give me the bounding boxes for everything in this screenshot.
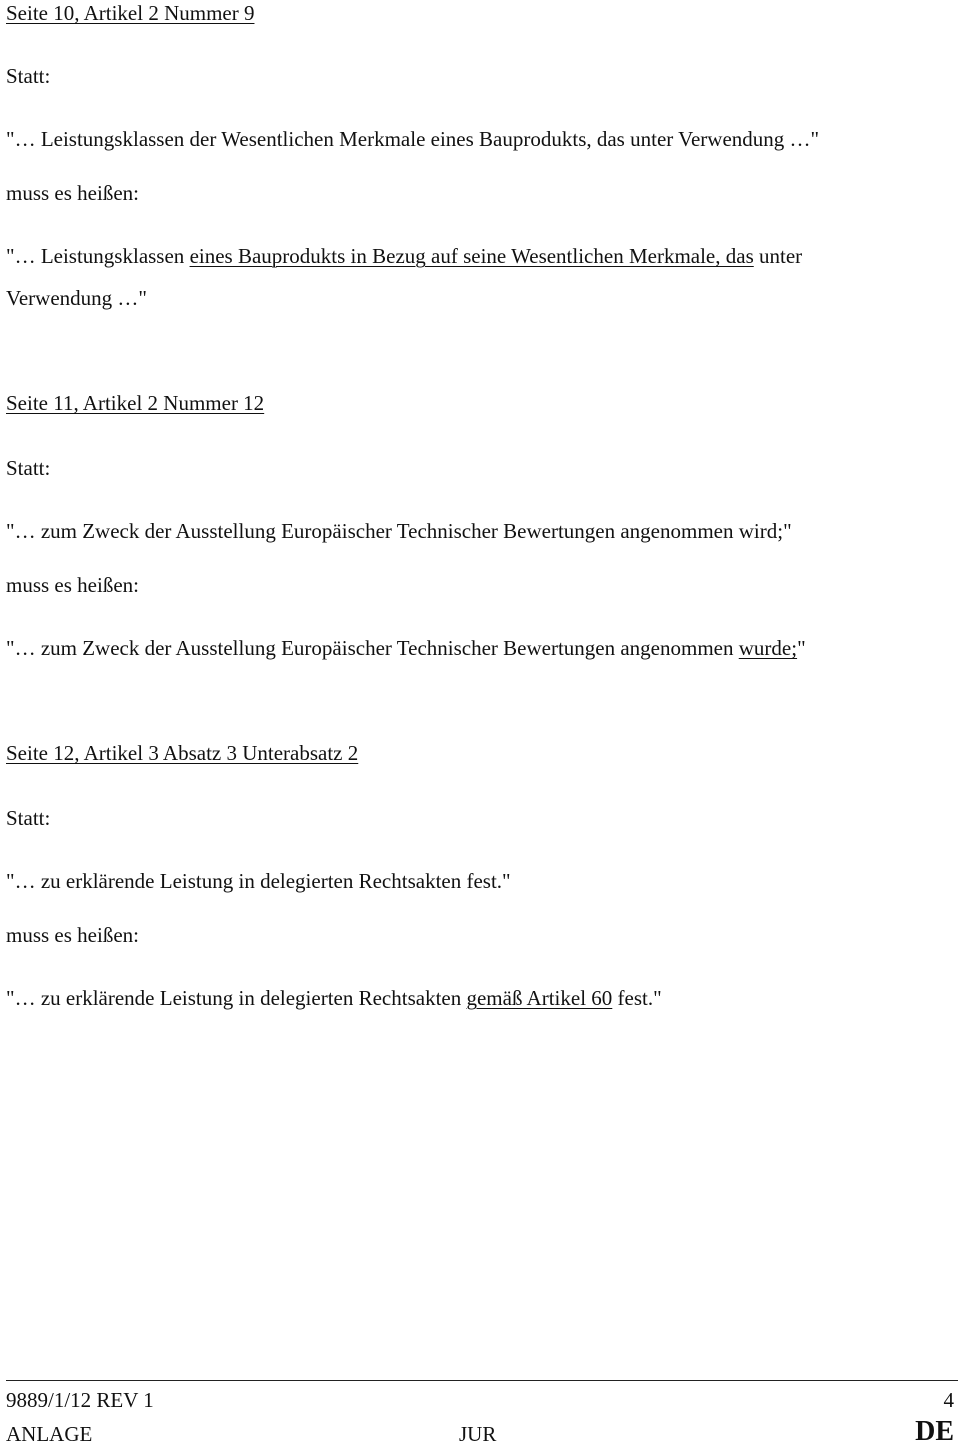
corrected-text-2 bbox=[6, 635, 806, 661]
underlined-text: gemäß Artikel 60 bbox=[466, 986, 613, 1010]
footer-divider bbox=[6, 1380, 958, 1381]
footer-annex-label: ANLAGE bbox=[6, 1422, 93, 1446]
text-segment: fest." bbox=[612, 986, 662, 1010]
text-segment: Statt: bbox=[6, 806, 51, 830]
muss-label-1 bbox=[6, 180, 139, 206]
underlined-text: eines Bauprodukts in Bezug auf seine Wesentlichen Merkmale, das bbox=[189, 244, 754, 268]
text-segment: "… zu erklärende Leistung in delegierten Rechtsakten bbox=[6, 986, 467, 1010]
text-segment: muss es heißen: bbox=[6, 573, 139, 597]
footer-page-number: 4 bbox=[943, 1388, 954, 1412]
statt-label-2 bbox=[6, 455, 50, 481]
original-text-1 bbox=[6, 126, 819, 152]
text-segment: "… Leistungsklassen der Wesentlichen Merkmale eines Bauprodukts, das unter Verwendung …" bbox=[6, 127, 820, 151]
text-segment: "… zu erklärende Leistung in delegierten Rechtsakten fest." bbox=[6, 869, 511, 893]
section-heading-2 bbox=[6, 390, 264, 416]
text-segment: unter bbox=[753, 244, 803, 268]
original-text-2 bbox=[6, 518, 792, 544]
text-segment: Statt: bbox=[6, 64, 51, 88]
underlined-text: Seite 11, Artikel 2 Nummer 12 bbox=[6, 391, 265, 415]
text-segment: Verwendung …" bbox=[6, 286, 147, 310]
corrected-text-1b bbox=[6, 285, 147, 311]
text-segment: " bbox=[797, 636, 806, 660]
statt-label-3 bbox=[6, 805, 50, 831]
corrected-text-3 bbox=[6, 985, 662, 1011]
original-text-3 bbox=[6, 868, 511, 894]
statt-label-1 bbox=[6, 63, 50, 89]
corrected-text-1a bbox=[6, 243, 802, 269]
footer-doc-number: 9889/1/12 REV 1 bbox=[6, 1388, 154, 1412]
muss-label-2 bbox=[6, 572, 139, 598]
text-segment: "… Leistungsklassen bbox=[6, 244, 190, 268]
underlined-text: Seite 10, Artikel 2 Nummer 9 bbox=[6, 1, 255, 25]
underlined-text: wurde; bbox=[738, 636, 798, 660]
underlined-text: Seite 12, Artikel 3 Absatz 3 Unterabsatz 2 bbox=[6, 741, 359, 765]
footer-language-code: DE bbox=[915, 1416, 954, 1447]
text-segment: muss es heißen: bbox=[6, 181, 139, 205]
muss-label-3 bbox=[6, 922, 139, 948]
section-heading-3 bbox=[6, 740, 358, 766]
section-heading-1 bbox=[6, 0, 254, 26]
footer-service-code: JUR bbox=[459, 1422, 497, 1446]
text-segment: "… zum Zweck der Ausstellung Europäischer Technischer Bewertungen angenommen wird;" bbox=[6, 519, 792, 543]
text-segment: "… zum Zweck der Ausstellung Europäischer Technischer Bewertungen angenommen bbox=[6, 636, 739, 660]
text-segment: Statt: bbox=[6, 456, 51, 480]
text-segment: muss es heißen: bbox=[6, 923, 139, 947]
